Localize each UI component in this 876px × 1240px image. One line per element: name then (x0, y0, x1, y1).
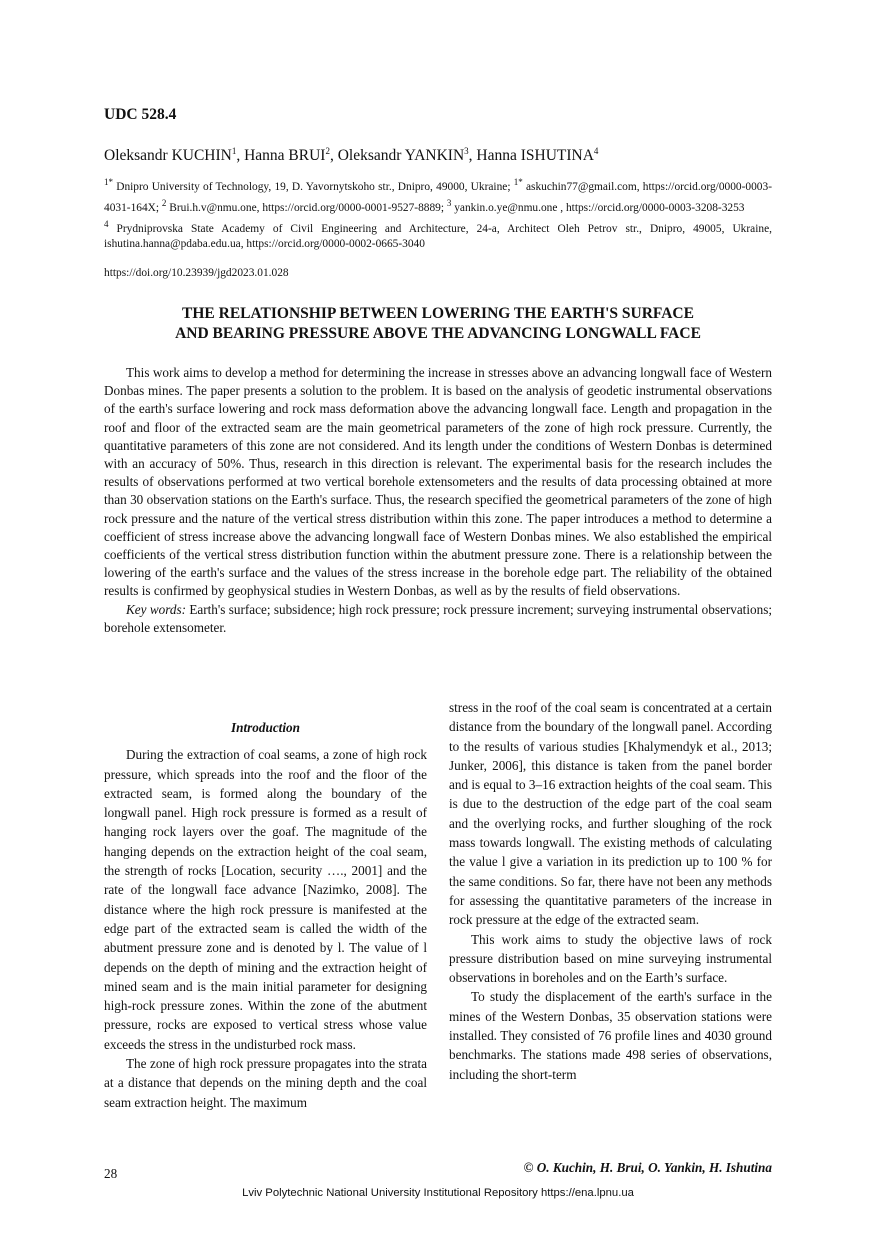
author-index: 4 (593, 146, 599, 156)
copyright: © O. Kuchin, H. Brui, O. Yankin, H. Ishutina (523, 1160, 772, 1175)
doi-link[interactable]: https://doi.org/10.23939/jgd2023.01.028 (104, 267, 289, 279)
right-column (449, 698, 772, 1084)
author-index: 1 (231, 146, 237, 156)
paragraph: This work aims to study the objective laws of rock pressure distribution based on mine surveying instrumental observations in boreholes and on the Earth’s surface. (449, 931, 772, 986)
keywords-label: Key words: (126, 601, 186, 617)
paragraph: To study the displacement of the earth's surface in the mines of the Western Donbas, 35 observation stations were installed. They consisted of 76 profile lines and 4030 ground benchmarks. The stations made 498 series of observations, including the short-term (449, 989, 772, 1082)
keywords (104, 601, 772, 637)
udc-code: UDC 528.4 (104, 106, 177, 123)
affiliations (104, 174, 772, 252)
title-line: AND BEARING PRESSURE ABOVE THE ADVANCING LONGWALL FACE (175, 325, 701, 342)
abstract-text: This work aims to develop a method for determining the increase in stresses above an advancing longwall face of Western Donbas mines. The paper presents a solution to the problem. It is based on the analysis of geodetic instrumental observations of the earth's surface lowering and rock mass deformation above the advancing longwall face. Length and propagation in the roof and floor of the extracted seam are the main geometrical parameters of the zone of high rock pressure. Currently, the quantitative parameters of this zone are not considered. And its length under the conditions of Western Donbas is determined with an accuracy of 50%. Thus, research in this direction is relevant. The experimental basis for the research includes the results of observations performed at two vertical borehole extensometers and the results of data processing obtained at more than 30 observation stations on the Earth's surface. Thus, the research specified the geometrical parameters of the zone of high rock pressure and the nature of the vertical stress distribution within this zone. The paper introduces a method to determine a coefficient of stress increase above the advancing longwall face of Western Donbas mines. We also established the empirical coefficients of the vertical stress distribution function within the abutment pressure zone. There is a relationship between the lowering of the earth's surface and the values of the stress increase in the borehole edge part. The reliability of the obtained results is confirmed by geophysical studies in Western Donbas, as well as by the results of field observations. (104, 365, 772, 599)
paragraph: stress in the roof of the coal seam is concentrated at a certain distance from the boundary of the longwall panel. According to the results of various studies [Khalymendyk et al., 2013; Junker, 2006], this distance is taken from the panel border and is equal to 3–16 extraction heights of the coal seam. This is due to the destruction of the edge part of the coal seam and the overlying rocks, and further sloughing of the rock mass towards longwall. The existing methods of calculating the value l give a variation in its prediction up to 100 % for the same conditions. So far, there have not been any methods for assessing the quantitative parameters of the increase in rock pressure at the edge of the extracted seam. (449, 700, 772, 928)
section-heading: Introduction (231, 720, 300, 735)
author-index: 3 (464, 146, 469, 156)
keywords-text: Earth's surface; subsidence; high rock pressure; rock pressure increment; surveying instrumental observations; borehole extensometer. (104, 601, 772, 635)
author-name: Hanna BRUI (244, 147, 326, 165)
title-line: THE RELATIONSHIP BETWEEN LOWERING THE EARTH'S SURFACE (182, 305, 694, 322)
author-list: Oleksandr KUCHIN$^1$, Hanna BRUI$^2$, Oleksandr YANKIN$^3$, Hanna ISHUTINA$^4$ (104, 146, 599, 165)
page-number: 28 (104, 1166, 118, 1181)
paragraph: During the extraction of coal seams, a zone of high rock pressure, which spreads into the roof and the floor of the extracted seam, is formed along the boundary of the longwall panel. High rock pressure is formed as a result of hanging rock layers over the goaf. The magnitude of the hanging depends on the extraction height of the coal seam, the strength of rocks [Location, security …., 2001] and the rate of the longwall face advance [Nazimko, 2008]. The distance where the high rock pressure is manifested at the edge part of the extracted seam is called the width of the abutment pressure zone and is denoted by l. The value of l depends on the depth of mining and the extraction height of mined seam and is the main initial parameter for designing high-rock pressure zones. Within the zone of the abutment pressure, rocks are exposed to vertical stress whose value exceeds the stress in the undisturbed rock mass. (104, 747, 427, 1052)
affiliation-1: $^{1*}$ Dnipro University of Technology, 19, D. Yavornytskoho str., Dnipro, 49000, Ukraine; $^{1*}$ askuchin77@gmail.com, https://orcid.org/0000-0003-4031-164X; $^2$ Brui.h.v@nmu.one, https://orcid.org/0000-0001-9527-8889; $^3$ yankin.o.ye@nmu.one , https://orcid.org/0000-0003-3208-3253 (104, 177, 772, 214)
left-column (104, 698, 427, 1112)
repository-footer: Lviv Polytechnic National University Institutional Repository https://ena.lpnu.ua (242, 1187, 634, 1199)
author-index: 2 (325, 146, 330, 156)
author-name: Oleksandr YANKIN (337, 147, 465, 165)
paragraph: The zone of high rock pressure propagates into the strata at a distance that depends on the mining depth and the coal seam extraction height. The maximum (104, 1056, 427, 1110)
author-name: Oleksandr KUCHIN (104, 147, 232, 165)
author-name: Hanna ISHUTINA (476, 147, 594, 165)
affiliation-2: $^4$ Prydniprovska State Academy of Civil Engineering and Architecture, 24-a, Architect Oleh Petrov str., Dnipro, 49005, Ukraine, ishutina.hanna@pdaba.edu.ua, https://orcid.org/0000-0002-0665-3040 (104, 218, 772, 251)
article-title (104, 304, 772, 344)
abstract (104, 364, 772, 637)
